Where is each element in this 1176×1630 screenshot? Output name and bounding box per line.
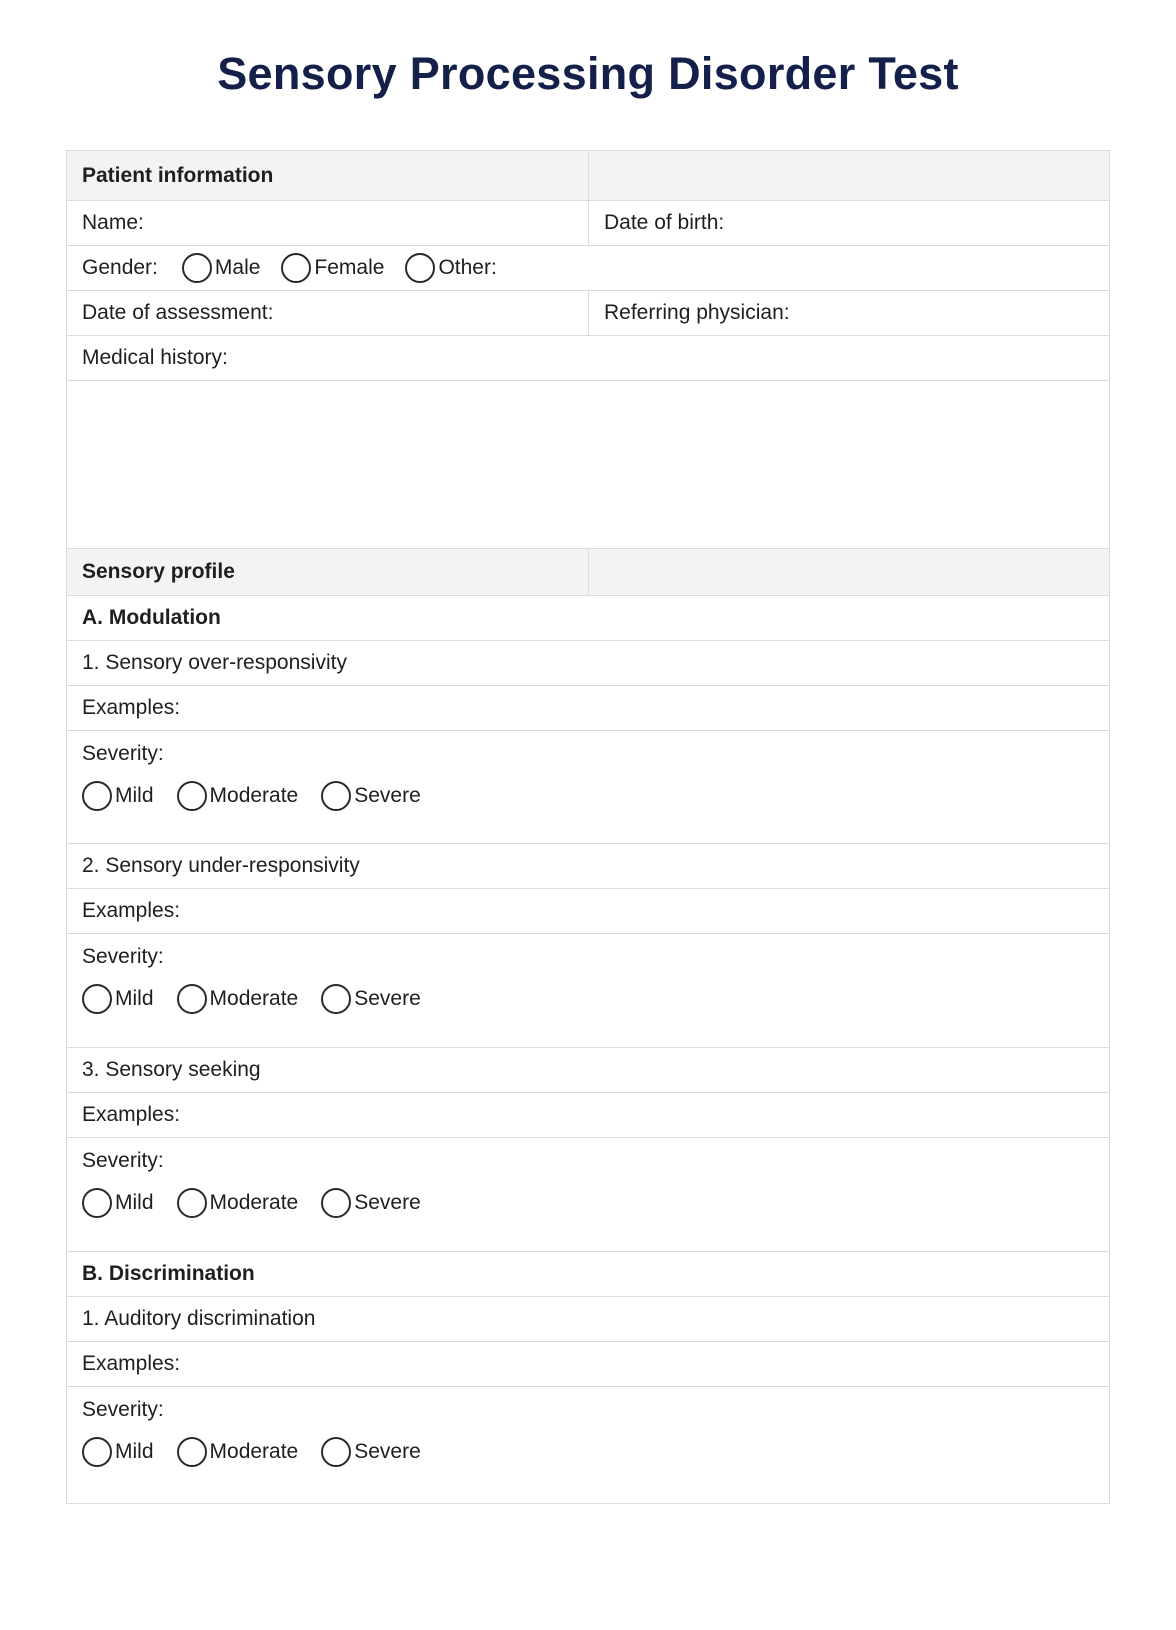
item-row [67, 1297, 1109, 1342]
section-heading: B. Discrimination [82, 1262, 255, 1285]
radio-mild[interactable] [82, 1437, 112, 1467]
medical-history-row [67, 336, 1109, 381]
examples-field[interactable]: Examples: [82, 1352, 181, 1375]
name-field[interactable]: Name: [82, 211, 144, 234]
option-label: Severe [354, 1440, 421, 1463]
severity-row [67, 731, 1109, 844]
severity-options [82, 781, 1094, 811]
medical-history-area[interactable] [67, 381, 1109, 549]
item-row [67, 1048, 1109, 1093]
option-label: Moderate [209, 1191, 299, 1214]
patient-info-header-row [67, 151, 1109, 201]
sensory-profile-header: Sensory profile [82, 560, 235, 583]
section-b-row [67, 1252, 1109, 1297]
option-label: Mild [115, 987, 154, 1010]
examples-row [67, 1342, 1109, 1387]
severity-option-mild[interactable] [82, 781, 154, 811]
option-label: Severe [354, 1191, 421, 1214]
radio-severe[interactable] [321, 781, 351, 811]
option-label: Mild [115, 1191, 154, 1214]
page-title: Sensory Processing Disorder Test [217, 48, 959, 99]
radio-other[interactable] [405, 253, 435, 283]
item-row [67, 844, 1109, 889]
examples-row [67, 686, 1109, 731]
option-label: Moderate [209, 1440, 299, 1463]
header-blank-cell [588, 151, 1109, 200]
assessment-physician-row [67, 291, 1109, 336]
radio-female[interactable] [281, 253, 311, 283]
option-label: Moderate [209, 987, 299, 1010]
item-title: 1. Auditory discrimination [82, 1307, 316, 1330]
severity-option-mild[interactable] [82, 984, 154, 1014]
header-blank-cell [588, 549, 1109, 595]
gender-option-label: Other: [438, 256, 497, 279]
radio-mild[interactable] [82, 781, 112, 811]
sensory-profile-header-row [67, 549, 1109, 596]
examples-field[interactable]: Examples: [82, 696, 181, 719]
item-title: 1. Sensory over-responsivity [82, 651, 347, 674]
examples-row [67, 889, 1109, 934]
radio-severe[interactable] [321, 1188, 351, 1218]
radio-severe[interactable] [321, 1437, 351, 1467]
radio-mild[interactable] [82, 984, 112, 1014]
patient-info-header: Patient information [82, 163, 274, 187]
radio-severe[interactable] [321, 984, 351, 1014]
gender-label: Gender: [82, 256, 158, 279]
gender-row [67, 246, 1109, 291]
examples-row [67, 1093, 1109, 1138]
option-label: Mild [115, 1440, 154, 1463]
severity-option-moderate[interactable] [177, 781, 299, 811]
examples-field[interactable]: Examples: [82, 899, 181, 922]
severity-label: Severity: [82, 1398, 164, 1421]
radio-mild[interactable] [82, 1188, 112, 1218]
severity-options [82, 1437, 1094, 1467]
option-label: Mild [115, 784, 154, 807]
assessment-form [66, 150, 1110, 1504]
severity-option-moderate[interactable] [177, 1188, 299, 1218]
severity-option-mild[interactable] [82, 1188, 154, 1218]
severity-options [82, 984, 1094, 1014]
severity-row [67, 1138, 1109, 1252]
severity-option-severe[interactable] [321, 781, 421, 811]
severity-option-severe[interactable] [321, 1188, 421, 1218]
gender-option-label: Male [214, 256, 261, 279]
gender-option-female[interactable] [281, 253, 384, 283]
option-label: Moderate [209, 784, 299, 807]
assessment-date-field[interactable]: Date of assessment: [82, 301, 274, 324]
option-label: Severe [354, 987, 421, 1010]
item-title: 3. Sensory seeking [82, 1058, 261, 1081]
severity-label: Severity: [82, 742, 164, 765]
medical-history-label: Medical history: [82, 346, 228, 369]
severity-option-severe[interactable] [321, 984, 421, 1014]
item-title: 2. Sensory under-responsivity [82, 854, 360, 877]
gender-option-other[interactable] [405, 253, 496, 283]
gender-option-male[interactable] [182, 253, 261, 283]
gender-field [67, 246, 1109, 290]
gender-option-label: Female [314, 256, 385, 279]
dob-field[interactable]: Date of birth: [588, 201, 1109, 245]
severity-row [67, 934, 1109, 1048]
name-dob-row [67, 201, 1109, 246]
item-row [67, 641, 1109, 686]
severity-option-moderate[interactable] [177, 984, 299, 1014]
severity-row [67, 1387, 1109, 1503]
examples-field[interactable]: Examples: [82, 1103, 181, 1126]
radio-moderate[interactable] [177, 781, 207, 811]
radio-moderate[interactable] [177, 1437, 207, 1467]
section-a-row [67, 596, 1109, 641]
severity-option-mild[interactable] [82, 1437, 154, 1467]
severity-option-severe[interactable] [321, 1437, 421, 1467]
referring-physician-field[interactable]: Referring physician: [588, 291, 1109, 335]
section-heading: A. Modulation [82, 606, 221, 629]
radio-moderate[interactable] [177, 984, 207, 1014]
severity-options [82, 1188, 1094, 1218]
severity-label: Severity: [82, 945, 164, 968]
severity-option-moderate[interactable] [177, 1437, 299, 1467]
option-label: Severe [354, 784, 421, 807]
radio-male[interactable] [182, 253, 212, 283]
severity-label: Severity: [82, 1149, 164, 1172]
radio-moderate[interactable] [177, 1188, 207, 1218]
